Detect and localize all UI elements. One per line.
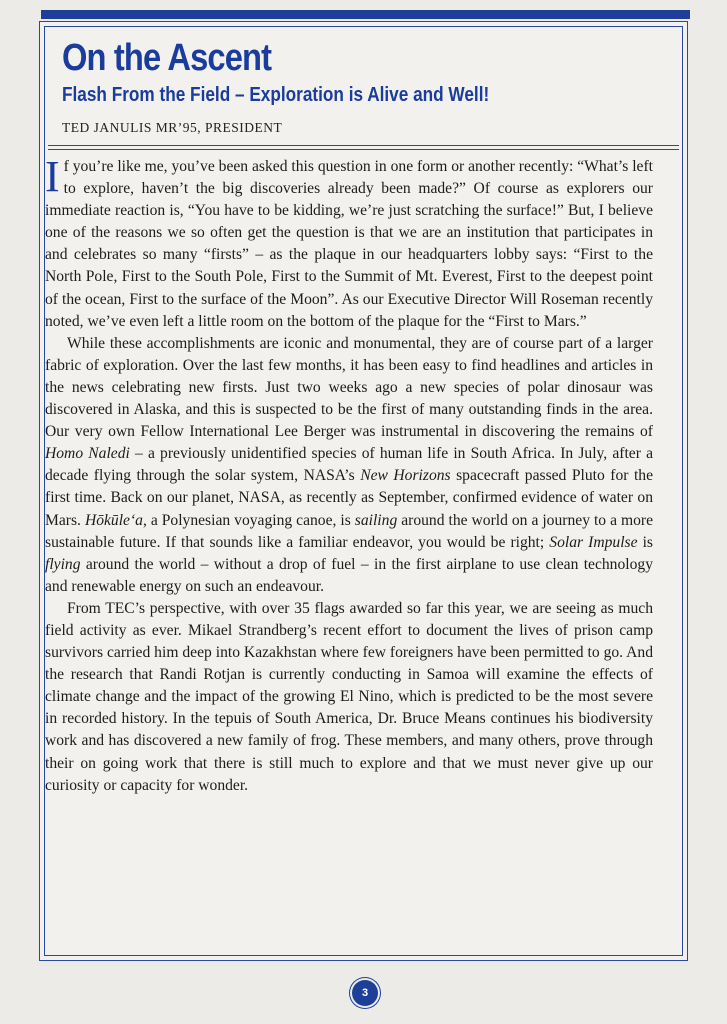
p2-text-c: spacecraft passed Pluto for the first time. Back on our planet, NASA, as recently as September, confirmed evidence of water on Mars. (45, 467, 653, 529)
p2-text-g: around the world – without a drop of fuel – in the first airplane to use clean technology and renewable energy on such an endeavour. (45, 555, 653, 595)
p2-text-a: While these accomplishments are iconic and monumental, they are of course part of a larger fabric of exploration. Over the last few months, it has been easy to find headlines and articles in the news celebrating new firsts. Just two weeks ago a new species of polar dinosaur was discovered in Alaska, and this is suspected to be the first of many outstanding finds in the area. Our very own Fellow International Lee Berger was instrumental in discovering the remains of (45, 334, 653, 441)
paragraph-2 (45, 333, 653, 598)
top-color-bar (41, 10, 690, 19)
byline: TED JANULIS MR’95, PRESIDENT (62, 120, 283, 135)
p2-italic-hokulea: Hōkūle‘a (84, 511, 143, 529)
p2-italic-new-horizons: New Horizons (360, 467, 451, 485)
article-body (45, 152, 654, 797)
divider-top (48, 145, 679, 146)
article-subtitle: Flash From the Field – Exploration is Alive and Well! (62, 84, 490, 106)
page-number-badge: 3 (352, 980, 378, 1006)
paragraph-1-text: f you’re like me, you’ve been asked this question in one form or another recently: “What’s left to explore, haven’t the big discoveries already been made?” Of course as explorers our immediate reaction is, “You have to be kidding, we’re just scratching the surface!” But, I believe one of the reasons we so often get the question is that we are an institution that participates in and celebrates so many “firsts” – as the plaque in our headquarters lobby says: “First to the North Pole, First to the South Pole, First to the Summit of Mt. Everest, First to the deepest point of the ocean, First to the surface of the Moon”. As our Executive Director Will Roseman recently noted, we’ve even left a little room on the bottom of the plaque for the “First to Mars.” (45, 158, 653, 330)
p2-italic-homo: Homo Naledi (45, 445, 130, 463)
p2-italic-solar-impulse: Solar Impulse (549, 533, 638, 551)
paragraph-3: From TEC’s perspective, with over 35 flags awarded so far this year, we are seeing as much field activity as ever. Mikael Strandberg’s recent effort to document the lives of prison camp survivors carried him deep into Kazakhstan where few foreigners have been permitted to go. And the research that Randi Rotjan is currently conducting in Samoa will examine the effects of climate change and the impact of the growing El Nino, which is predicted to be the most severe in recorded history. In the tepuis of South America, Dr. Bruce Means continues his biodiversity work and has discovered a new family of frog. These members, and many others, prove through their on going work that there is still much to explore and that we must never give up our curiosity or capacity for wonder. (45, 599, 653, 794)
paragraph-1 (45, 152, 653, 333)
p2-italic-sailing: sailing (354, 511, 398, 529)
p2-text-e: around the world on a journey to a more sustainable future. If that sounds like a familiar endeavor, you would be right; (45, 511, 654, 551)
p2-text-d: , a Polynesian voyaging canoe, is (142, 511, 355, 529)
p2-text-b: – a previously unidentified species of human life in South Africa. In July, after a decade flying through the solar system, NASA’s (45, 445, 653, 485)
drop-cap: I (45, 152, 60, 201)
p2-italic-flying: flying (45, 555, 81, 573)
divider-bottom (48, 149, 679, 150)
article-title: On the Ascent (62, 37, 272, 79)
p2-text-f: is (637, 533, 653, 551)
